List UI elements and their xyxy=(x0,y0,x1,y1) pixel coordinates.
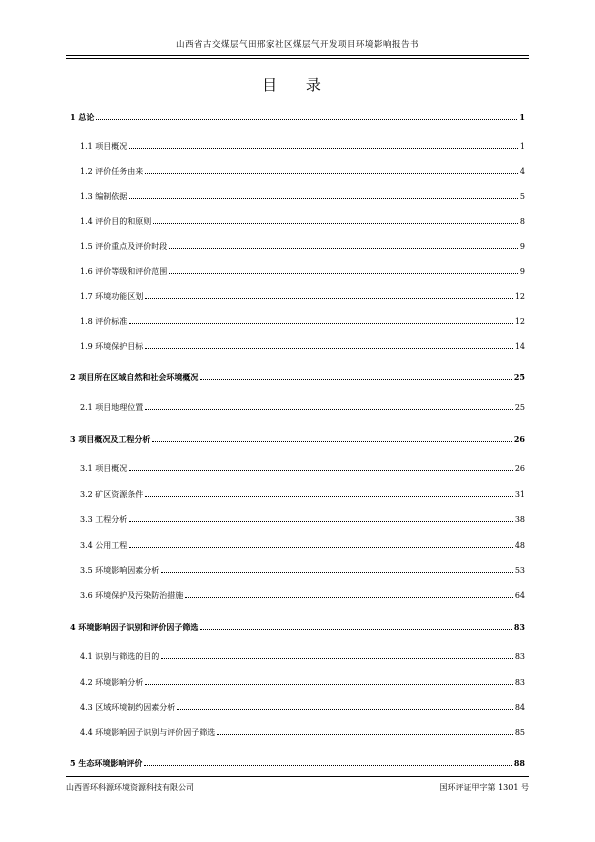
toc-section-entry[interactable] xyxy=(70,142,525,152)
toc-entry-page-number: 88 xyxy=(513,758,525,768)
toc-entry-page-number: 84 xyxy=(514,703,525,712)
toc-entry-label: 3 项目概况及工程分析 xyxy=(70,434,151,444)
toc-section-entry[interactable] xyxy=(70,703,525,713)
toc-entry-page-number: 53 xyxy=(514,566,525,575)
toc-entry-page-number: 1 xyxy=(519,142,525,151)
toc-dot-leader xyxy=(200,628,512,630)
toc-entry-label: 4.2 环境影响分析 xyxy=(80,678,144,687)
toc-dot-leader xyxy=(145,683,513,685)
toc-entry-page-number: 4 xyxy=(519,167,525,176)
toc-section-entry[interactable] xyxy=(70,267,525,277)
toc-entry-label: 3.5 环境影响因素分析 xyxy=(80,566,160,575)
toc-entry-label: 1.5 评价重点及评价时段 xyxy=(80,242,168,251)
toc-entry-page-number: 12 xyxy=(514,317,525,326)
toc-dot-leader xyxy=(129,322,513,324)
toc-dot-leader xyxy=(152,440,512,442)
toc-section-entry[interactable] xyxy=(70,192,525,202)
toc-section-entry[interactable] xyxy=(70,490,525,500)
toc-dot-leader xyxy=(185,596,513,598)
footer-rule xyxy=(66,776,529,777)
running-header: 山西省古交煤层气田邢家社区煤层气开发项目环境影响报告书 xyxy=(175,40,419,50)
toc-chapter-entry[interactable] xyxy=(70,622,525,632)
toc-dot-leader xyxy=(169,272,518,274)
toc-entry-page-number: 26 xyxy=(514,464,525,473)
toc-dot-leader xyxy=(145,408,513,410)
toc-dot-leader xyxy=(217,733,513,735)
toc-section-entry[interactable] xyxy=(70,292,525,302)
toc-section-entry[interactable] xyxy=(70,403,525,413)
toc-entry-label: 1.6 评价等级和评价范围 xyxy=(80,267,168,276)
toc-entry-label: 1 总论 xyxy=(70,112,95,122)
toc-entry-page-number: 83 xyxy=(514,678,525,687)
toc-dot-leader xyxy=(145,172,518,174)
toc-section-entry[interactable] xyxy=(70,242,525,252)
toc-entry-page-number: 38 xyxy=(514,515,525,524)
toc-entry-label: 1.3 编制依据 xyxy=(80,192,128,201)
toc-entry-label: 1.2 评价任务由来 xyxy=(80,167,144,176)
toc-dot-leader xyxy=(144,764,512,766)
toc-entry-label: 3.1 项目概况 xyxy=(80,464,128,473)
toc-dot-leader xyxy=(177,708,513,710)
toc-section-entry[interactable] xyxy=(70,317,525,327)
toc-entry-page-number: 25 xyxy=(513,372,525,382)
toc-entry-page-number: 25 xyxy=(514,403,525,412)
toc-chapter-entry[interactable] xyxy=(70,434,525,444)
toc-entry-page-number: 48 xyxy=(514,541,525,550)
toc-dot-leader xyxy=(200,378,512,380)
toc-dot-leader xyxy=(129,147,518,149)
toc-dot-leader xyxy=(161,657,513,659)
toc-section-entry[interactable] xyxy=(70,678,525,688)
toc-dot-leader xyxy=(161,571,513,573)
toc-section-entry[interactable] xyxy=(70,541,525,551)
header-rule-thin xyxy=(66,58,529,59)
toc-entry-page-number: 26 xyxy=(513,434,525,444)
toc-section-entry[interactable] xyxy=(70,652,525,662)
toc-dot-leader xyxy=(169,247,518,249)
toc-entry-page-number: 9 xyxy=(519,242,525,251)
toc-dot-leader xyxy=(145,495,513,497)
toc-entry-page-number: 14 xyxy=(514,342,525,351)
toc-dot-leader xyxy=(145,347,513,349)
toc-dot-leader xyxy=(153,222,518,224)
toc-dot-leader xyxy=(129,469,513,471)
toc-section-entry[interactable] xyxy=(70,342,525,352)
toc-dot-leader xyxy=(96,118,517,120)
footer-company: 山西晋环科源环境资源科技有限公司 xyxy=(66,783,194,792)
toc-entry-page-number: 85 xyxy=(514,728,525,737)
page-title: 目 录 xyxy=(262,76,333,94)
toc-entry-label: 2.1 项目地理位置 xyxy=(80,403,144,412)
toc-entry-label: 4.4 环境影响因子识别与评价因子筛选 xyxy=(80,728,216,737)
footer-certificate: 国环评证甲字第 1301 号 xyxy=(439,783,529,792)
toc-entry-page-number: 9 xyxy=(519,267,525,276)
toc-section-entry[interactable] xyxy=(70,515,525,525)
toc-entry-label: 1.9 环境保护目标 xyxy=(80,342,144,351)
toc-dot-leader xyxy=(129,520,513,522)
toc-section-entry[interactable] xyxy=(70,728,525,738)
toc-entry-label: 2 项目所在区域自然和社会环境概况 xyxy=(70,372,199,382)
toc-dot-leader xyxy=(145,297,513,299)
toc-entry-page-number: 31 xyxy=(514,490,525,499)
toc-entry-label: 4 环境影响因子识别和评价因子筛选 xyxy=(70,622,199,632)
toc-entry-page-number: 64 xyxy=(514,591,525,600)
toc-entry-label: 3.4 公用工程 xyxy=(80,541,128,550)
toc-entry-page-number: 8 xyxy=(519,217,525,226)
toc-entry-page-number: 12 xyxy=(514,292,525,301)
toc-entry-page-number: 5 xyxy=(519,192,525,201)
toc-chapter-entry[interactable] xyxy=(70,112,525,122)
toc-section-entry[interactable] xyxy=(70,591,525,601)
header-rule xyxy=(66,55,529,56)
toc-entry-label: 1.1 项目概况 xyxy=(80,142,128,151)
toc-section-entry[interactable] xyxy=(70,464,525,474)
toc-entry-label: 5 生态环境影响评价 xyxy=(70,758,143,768)
toc-entry-label: 1.8 评价标准 xyxy=(80,317,128,326)
toc-chapter-entry[interactable] xyxy=(70,372,525,382)
toc-section-entry[interactable] xyxy=(70,217,525,227)
toc-entry-label: 1.4 评价目的和原则 xyxy=(80,217,152,226)
toc-entry-label: 4.1 识别与筛选的目的 xyxy=(80,652,160,661)
toc-section-entry[interactable] xyxy=(70,566,525,576)
toc-entry-label: 4.3 区域环境制约因素分析 xyxy=(80,703,176,712)
toc-chapter-entry[interactable] xyxy=(70,758,525,768)
toc-section-entry[interactable] xyxy=(70,167,525,177)
toc-entry-label: 1.7 环境功能区划 xyxy=(80,292,144,301)
toc-entry-label: 3.3 工程分析 xyxy=(80,515,128,524)
toc-dot-leader xyxy=(129,197,518,199)
toc-entry-page-number: 83 xyxy=(513,622,525,632)
toc-entry-page-number: 1 xyxy=(519,112,525,122)
toc-entry-page-number: 83 xyxy=(514,652,525,661)
toc-entry-label: 3.2 矿区资源条件 xyxy=(80,490,144,499)
toc-entry-label: 3.6 环境保护及污染防治措施 xyxy=(80,591,184,600)
toc-dot-leader xyxy=(129,546,513,548)
